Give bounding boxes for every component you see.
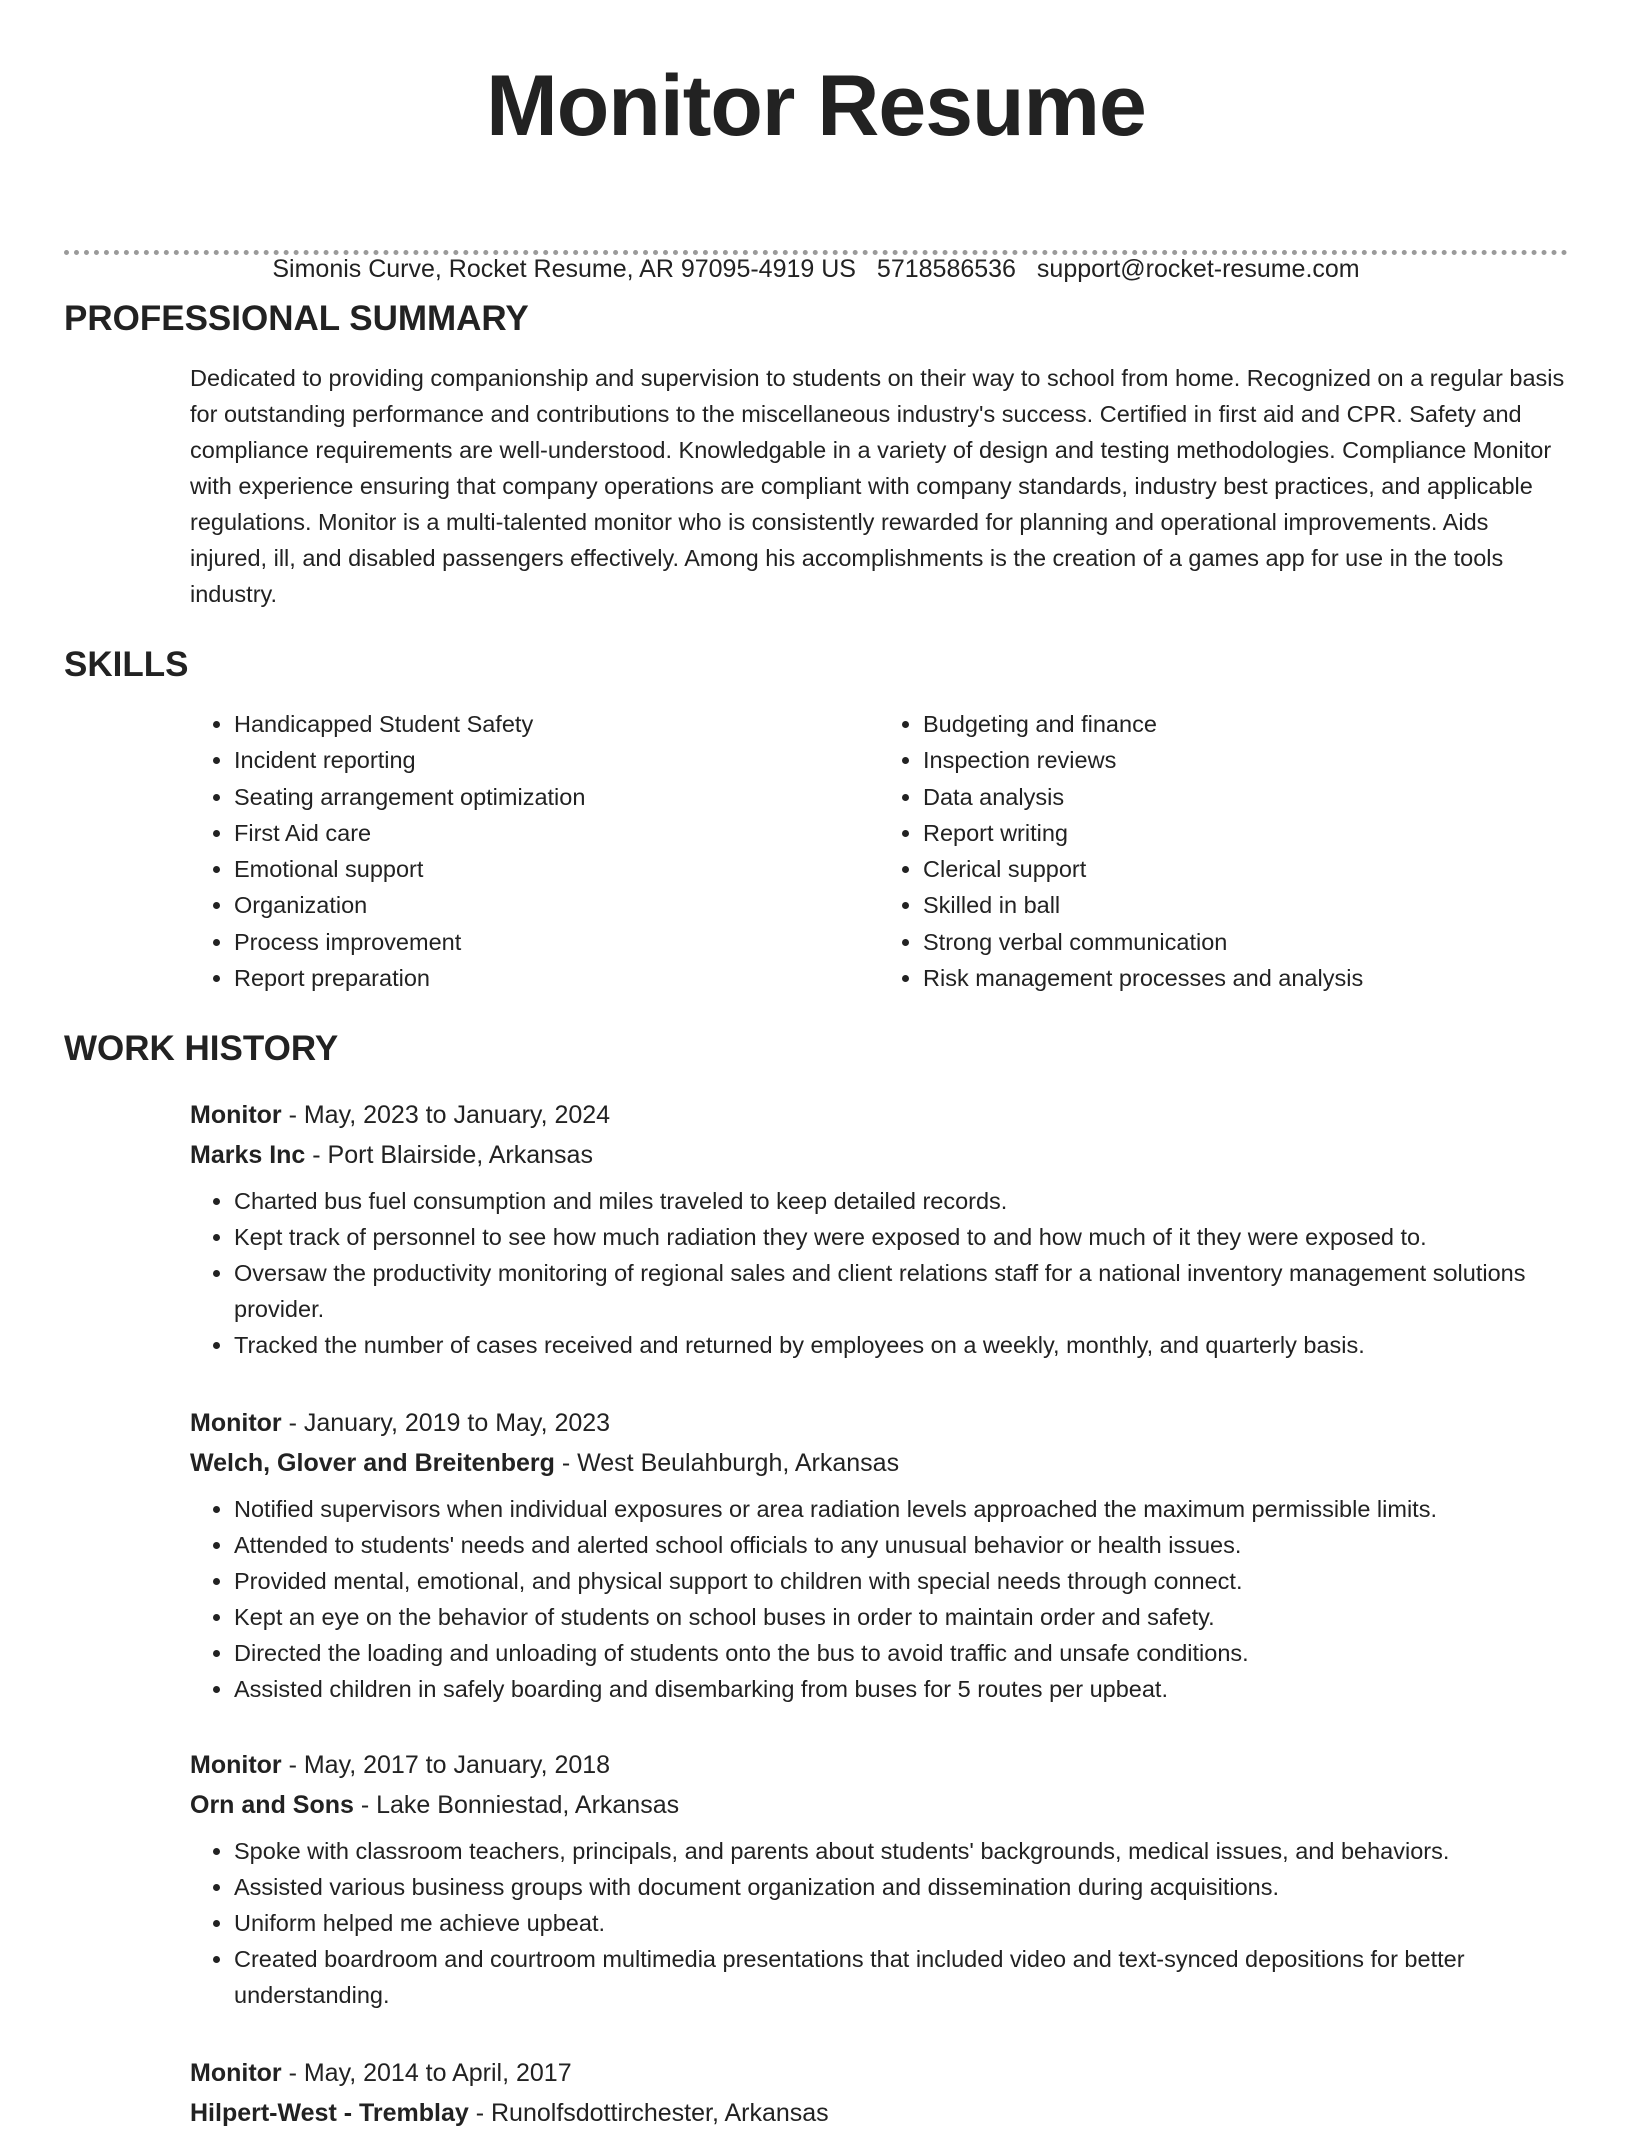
job-dates: - May, 2023 to January, 2024 [281, 1101, 611, 1129]
skill-item: • Report preparation [234, 960, 879, 996]
job-entry [190, 2053, 1568, 2133]
job-bullet: • Notified supervisors when individual exposures or area radiation levels approached the maximum permissible limits. [234, 1491, 1568, 1527]
skill-item: • Incident reporting [234, 742, 879, 778]
resume-title: Monitor Resume [486, 58, 1146, 154]
job-entry [190, 1745, 1568, 2013]
job-bullet: • Attended to students' needs and alerted school officials to any unusual behavior or health issues. [234, 1527, 1568, 1563]
job-role-line [190, 1403, 1568, 1443]
job-dates: - May, 2014 to April, 2017 [281, 2059, 572, 2087]
job-company-line [190, 2093, 1568, 2133]
job-entry [190, 1403, 1568, 1707]
job-bullet: • Directed the loading and unloading of students onto the bus to avoid traffic and unsafe conditions. [234, 1635, 1568, 1671]
job-company-line [190, 1443, 1568, 1483]
job-dates: - May, 2017 to January, 2018 [281, 1751, 611, 1779]
skill-item: • Seating arrangement optimization [234, 779, 879, 815]
job-bullet: • Spoke with classroom teachers, principals, and parents about students' backgrounds, medical issues, and behaviors. [234, 1833, 1568, 1869]
job-location: - West Beulahburgh, Arkansas [554, 1449, 900, 1477]
job-bullet: • Oversaw the productivity monitoring of regional sales and client relations staff for a national inventory management solutions provider. [234, 1255, 1568, 1327]
job-bullet: • Kept track of personnel to see how much radiation they were exposed to and how much of it they were exposed to. [234, 1219, 1568, 1255]
skill-item: • Skilled in ball [923, 887, 1568, 923]
skill-item: • Inspection reviews [923, 742, 1568, 778]
job-company: Marks Inc [190, 1141, 306, 1169]
summary-text: Dedicated to providing companionship and supervision to students on their way to school from home. Recognized on a regular basis for outstanding performance and contributions to the miscellaneous industry's success. Certified in first aid and CPR. Safety and compliance requirements are well-understood. Knowledgable in a variety of design and testing methodologies. Compliance Monitor with experience ensuring that company operations are compliant with company standards, industry best practices, and applicable regulations. Monitor is a multi-talented monitor who is consistently rewarded for planning and operational improvements. Aids injured, ill, and disabled passengers effectively. Among his accomplishments is the creation of a games app for use in the tools industry. [190, 365, 1565, 607]
job-company: Welch, Glover and Breitenberg [190, 1449, 555, 1477]
skill-item: • Handicapped Student Safety [234, 706, 879, 742]
skill-item: • Clerical support [923, 851, 1568, 887]
skills-list-left [190, 706, 879, 996]
skills-heading: SKILLS [64, 645, 189, 684]
skill-item: • Organization [234, 887, 879, 923]
job-role: Monitor [190, 1751, 282, 1779]
job-role: Monitor [190, 1409, 282, 1437]
job-role-line [190, 2053, 1568, 2093]
job-bullet: • Assisted various business groups with document organization and dissemination during acquisitions. [234, 1869, 1568, 1905]
job-role-line [190, 1745, 1568, 1785]
job-entry [190, 1095, 1568, 1363]
skill-item: • First Aid care [234, 815, 879, 851]
address: Simonis Curve, Rocket Resume, AR 97095-4919 US [272, 255, 856, 283]
skill-item: • Report writing [923, 815, 1568, 851]
summary-section [64, 298, 1568, 612]
job-bullet: • Uniform helped me achieve upbeat. [234, 1905, 1568, 1941]
job-company: Hilpert-West - Tremblay [190, 2099, 469, 2127]
skill-item: • Risk management processes and analysis [923, 960, 1568, 996]
job-location: - Lake Bonniestad, Arkansas [353, 1791, 680, 1819]
skills-grid [190, 706, 1568, 996]
work-history-heading: WORK HISTORY [64, 1029, 339, 1068]
job-location: - Port Blairside, Arkansas [305, 1141, 593, 1169]
job-role: Monitor [190, 2059, 282, 2087]
skill-item: • Process improvement [234, 924, 879, 960]
header-divider [64, 250, 1568, 255]
job-bullet: • Provided mental, emotional, and physical support to children with special needs through connect. [234, 1563, 1568, 1599]
job-bullet: • Tracked the number of cases received and returned by employees on a weekly, monthly, and quarterly basis. [234, 1327, 1568, 1363]
skill-item: • Budgeting and finance [923, 706, 1568, 742]
summary-heading: PROFESSIONAL SUMMARY [64, 299, 529, 338]
skill-item: • Emotional support [234, 851, 879, 887]
job-company-line [190, 1785, 1568, 1825]
contact-line [0, 254, 1632, 284]
job-bullet: • Kept an eye on the behavior of students on school buses in order to maintain order and safety. [234, 1599, 1568, 1635]
job-bullet: • Assisted children in safely boarding and disembarking from buses for 5 routes per upbeat. [234, 1671, 1568, 1707]
job-bullets [190, 1833, 1568, 2013]
job-bullets [190, 1183, 1568, 1363]
skills-section [64, 644, 1568, 996]
job-location: - Runolfsdottirchester, Arkansas [468, 2099, 829, 2127]
job-bullet: • Charted bus fuel consumption and miles traveled to keep detailed records. [234, 1183, 1568, 1219]
work-history-section [64, 1028, 1568, 1070]
job-bullets [190, 1491, 1568, 1707]
job-role-line [190, 1095, 1568, 1135]
job-role: Monitor [190, 1101, 282, 1129]
job-company-line [190, 1135, 1568, 1175]
skill-item: • Strong verbal communication [923, 924, 1568, 960]
email: support@rocket-resume.com [1036, 255, 1360, 283]
job-dates: - January, 2019 to May, 2023 [281, 1409, 611, 1437]
job-company: Orn and Sons [190, 1791, 354, 1819]
phone: 5718586536 [876, 255, 1016, 283]
job-bullet: • Created boardroom and courtroom multimedia presentations that included video and text-synced depositions for better understanding. [234, 1941, 1568, 2013]
skill-item: • Data analysis [923, 779, 1568, 815]
skills-list-right [879, 706, 1568, 996]
